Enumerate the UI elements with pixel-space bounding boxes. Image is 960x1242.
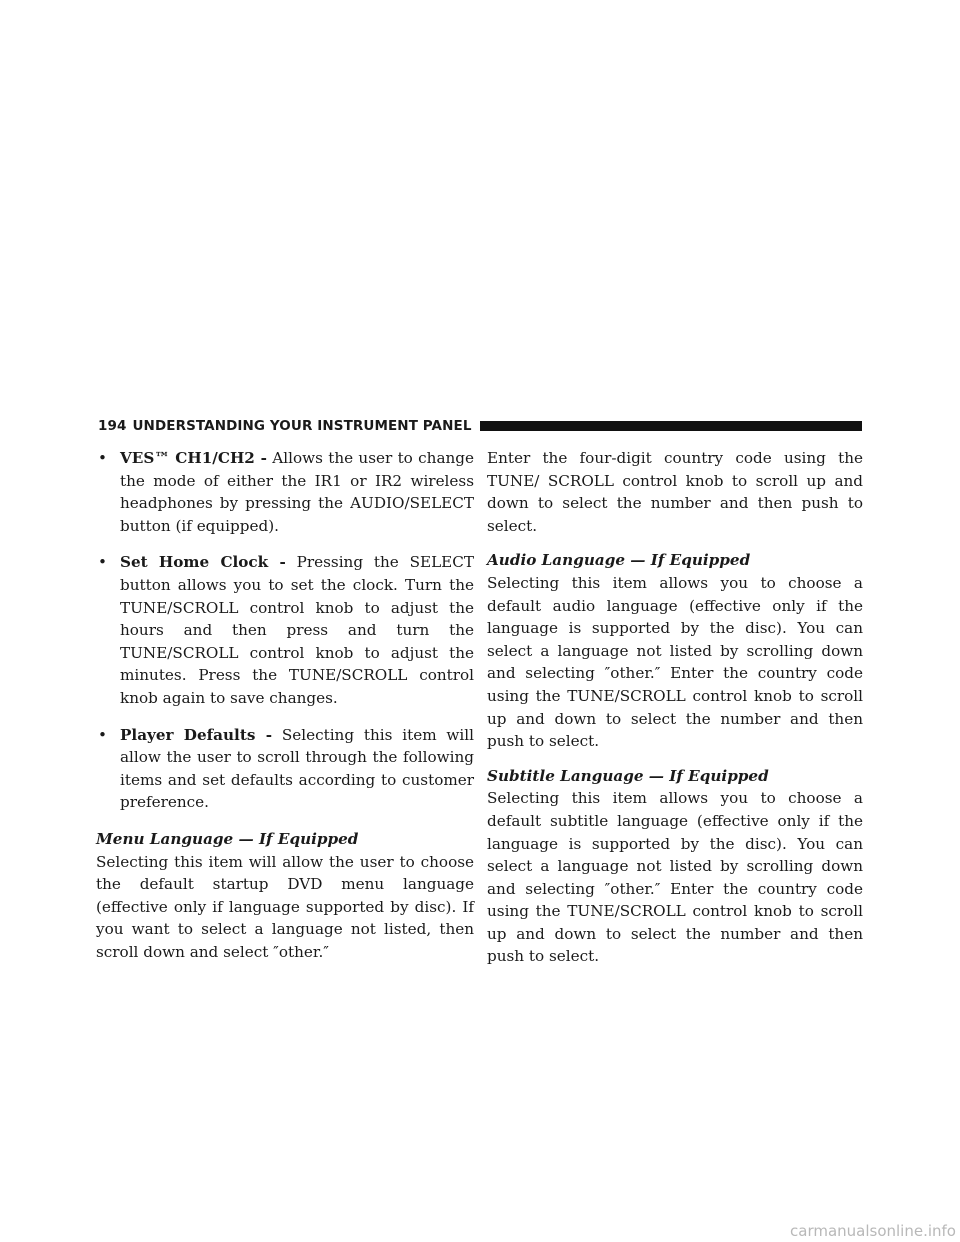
bullet-set-home-clock (96, 551, 474, 709)
bullet-term: VES™ CH1/CH2 - (120, 449, 267, 467)
watermark-link[interactable]: carmanualsonline.info (790, 1222, 956, 1240)
section-title: UNDERSTANDING YOUR INSTRUMENT PANEL (132, 418, 472, 434)
audio-language-text: Selecting this item allows you to choose a default audio language (effective only if the language is supported by the disc). You can select a language not listed by scrolling down and selecting ″other.″ Enter the country code using the TUNE/SCROLL control knob to scroll up and down to select the number and then push to select. (487, 573, 863, 751)
header-rule (480, 421, 862, 431)
subtitle-language-heading: Subtitle Language — If Equipped (487, 766, 769, 785)
menu-language-heading: Menu Language — If Equipped (96, 829, 359, 848)
bullet-player-defaults (96, 724, 474, 814)
left-column (96, 447, 474, 975)
bullet-text: Selecting this item will allow the user to scroll through the following items and set defaults according to customer preference. (120, 725, 475, 812)
bullet-text: Allows the user to change the mode of either the IR1 or IR2 wireless headphones by pressing the AUDIO/SELECT button (if equipped). (120, 449, 474, 535)
country-code-continuation: Enter the four-digit country code using the TUNE/ SCROLL control knob to scroll up and down to select the number and then push to select. (487, 449, 863, 535)
bullet-dot-icon: • (98, 725, 107, 744)
bullet-dot-icon: • (98, 449, 107, 467)
bullet-dot-icon: • (98, 553, 107, 572)
bullet-term: Set Home Clock - (120, 553, 286, 572)
bullet-ves-channel (96, 447, 474, 537)
subtitle-language-text: Selecting this item allows you to choose a default subtitle language (effective only if the language is supported by the disc). You can select a language not listed by scrolling down and selecting ″other.″ Enter the country code using the TUNE/SCROLL control knob to scroll up and down to select the number and then push to select. (487, 789, 863, 966)
bullet-term: Player Defaults - (120, 725, 272, 744)
page-number: 194 (98, 418, 127, 434)
right-column (487, 447, 863, 980)
audio-language-heading: Audio Language — If Equipped (487, 551, 751, 570)
page-header (98, 418, 862, 434)
menu-language-text: Selecting this item will allow the user to choose the default startup DVD menu language (effective only if language supported by disc). If you want to select a language not listed, then scroll down and select ″other.″ (96, 852, 474, 961)
bullet-text: Pressing the SELECT button allows you to set the clock. Turn the TUNE/SCROLL control knob to adjust the hours and then press and turn the TUNE/SCROLL control knob to adjust the minutes. Press the TUNE/SCROLL control knob again to save changes. (120, 553, 475, 707)
